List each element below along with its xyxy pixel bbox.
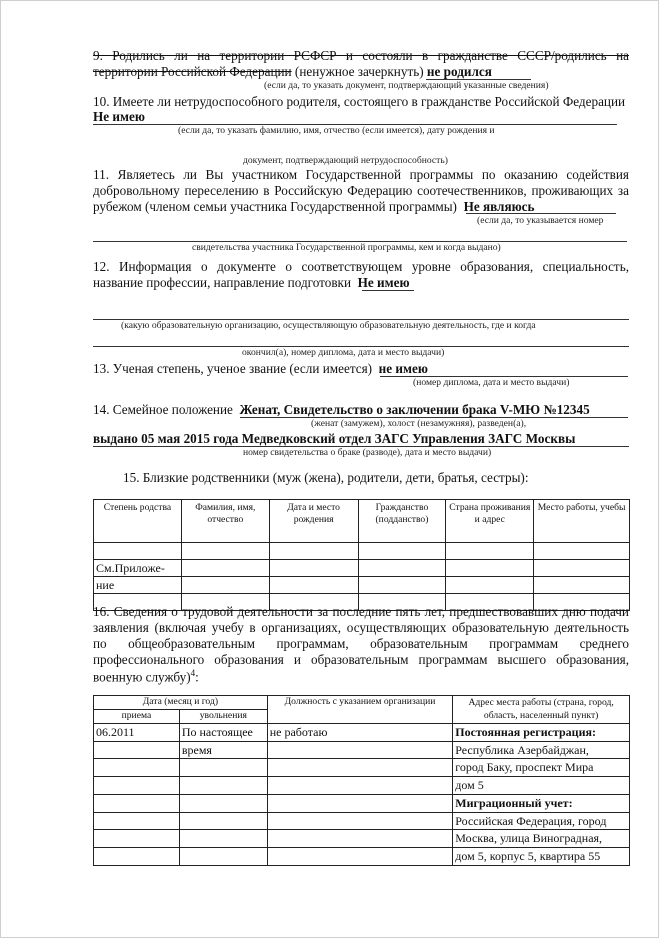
q9-note: (если да, то указать документ, подтверждающий указанные сведения)	[264, 80, 549, 91]
col-relation: Степень родства	[94, 500, 182, 543]
q12-line2: название профессии, направление подготовки Не имею	[93, 275, 410, 290]
table-row: Российская Федерация, город	[94, 812, 630, 830]
q13-question: 13. Ученая степень, ученое звание (если имеется) не имею	[93, 361, 428, 376]
q11-answer-underline	[466, 213, 616, 214]
col-leave: увольнения	[179, 710, 267, 724]
col-citizenship: Гражданство (подданство)	[358, 500, 446, 543]
col-birth: Дата и место рождения	[269, 500, 358, 543]
table-row	[94, 543, 630, 560]
q14-note1: (женат (замужем), холост (незамужняя), разведен(а),	[311, 418, 527, 429]
q15-title: 15. Близкие родственники (муж (жена), родители, дети, братья, сестры):	[123, 470, 529, 485]
col-position: Должность с указанием организации	[267, 696, 453, 724]
q16-line4: профессионального образования и образовательным программам высшего образования,	[93, 652, 629, 667]
q16-line1: 16. Сведения о трудовой деятельности за последние пять лет, предшествовавших дню подачи	[93, 604, 629, 619]
relatives-header-row	[94, 500, 630, 543]
q10-answer: Не имею	[93, 109, 145, 124]
table-row: город Баку, проспект Мира	[94, 759, 630, 777]
col-full-name: Фамилия, имя, отчество	[181, 500, 269, 543]
q10-question: 10. Имеете ли нетрудоспособного родителя, состоящего в гражданстве Российской Федерации	[93, 94, 626, 109]
table-row: дом 5	[94, 777, 630, 795]
q11-line1: 11. Являетесь ли Вы участником Государственной программы по оказанию содействия	[93, 167, 629, 182]
q14-note2: номер свидетельства о браке (разводе), дата и место выдачи)	[243, 447, 492, 458]
q14-answer1: Женат, Свидетельство о заключении брака V-МЮ №12345	[239, 402, 590, 417]
col-date: Дата (месяц и год)	[94, 696, 268, 710]
q16-line2: заявления (включая учебу в организациях, осуществляющих образовательную деятельность	[93, 620, 629, 635]
table-row: ние	[94, 577, 630, 594]
table-row: 06.2011 По настоящее не работаю Постоянная регистрация:	[94, 724, 630, 742]
col-work: Место работы, учебы	[534, 500, 630, 543]
q12-note2: окончил(а), номер диплома, дата и место выдачи)	[242, 347, 445, 358]
work-history-table	[93, 695, 630, 866]
q12-note1: (какую образовательную организацию, осуществляющую образовательную деятельность, где и когда	[121, 320, 536, 331]
q11-line2: добровольному переселению в Российскую Федерацию соотечественников, проживающих за	[93, 183, 629, 198]
q11-answer: Не являюсь	[463, 199, 535, 214]
table-row: дом 5, корпус 5, квартира 55	[94, 847, 630, 865]
q13-note: (номер диплома, дата и место выдачи)	[413, 377, 570, 388]
q13-answer: не имею	[378, 361, 428, 376]
q12-answer: Не имею	[357, 275, 410, 290]
col-residence: Страна проживания и адрес	[446, 500, 534, 543]
relatives-table	[93, 499, 630, 611]
table-row: Миграционный учет:	[94, 794, 630, 812]
q9-answer: не родился	[426, 64, 492, 79]
q16-line3: по общеобразовательным программам, образовательным программам среднего	[93, 636, 629, 651]
q10-note1: (если да, то указать фамилию, имя, отчество (если имеется), дату рождения и	[178, 125, 495, 136]
col-hire: приема	[94, 710, 180, 724]
q9-instruction: (ненужное зачеркнуть)	[291, 64, 424, 79]
q11-note2: свидетельства участника Государственной программы, кем и когда выдано)	[192, 242, 501, 253]
q11-line3: рубежом (членом семьи участника Государственной программы) Не являюсь	[93, 199, 535, 214]
table-row: См.Приложе-	[94, 560, 630, 577]
table-row: время Республика Азербайджан,	[94, 741, 630, 759]
q14-line1: 14. Семейное положение Женат, Свидетельство о заключении брака V-МЮ №12345	[93, 402, 590, 417]
q9-struck-text: территории Российской Федерации	[93, 64, 292, 79]
q14-answer2: выдано 05 мая 2015 года Медведковский отдел ЗАГС Управления ЗАГС Москвы	[93, 431, 576, 446]
q16-footnote: 4	[190, 668, 196, 678]
q16-line5: военную службу)$^4$:	[93, 668, 199, 685]
q11-note1: (если да, то указывается номер	[477, 215, 604, 226]
q12-line1: 12. Информация о документе о соответствующем уровне образования, специальность,	[93, 259, 629, 274]
q9-line1: 9. Родились ли на территории РСФСР и состояли в гражданстве СССР/родились на	[93, 48, 629, 63]
q12-answer-underline	[362, 290, 414, 291]
work-header-row	[94, 696, 630, 710]
table-row: Москва, улица Виноградная,	[94, 830, 630, 848]
q9-line2	[93, 64, 492, 80]
col-address: Адрес места работы (страна, город, область, населенный пункт)	[453, 696, 630, 724]
q10-note2: документ, подтверждающий нетрудоспособность)	[243, 155, 448, 166]
